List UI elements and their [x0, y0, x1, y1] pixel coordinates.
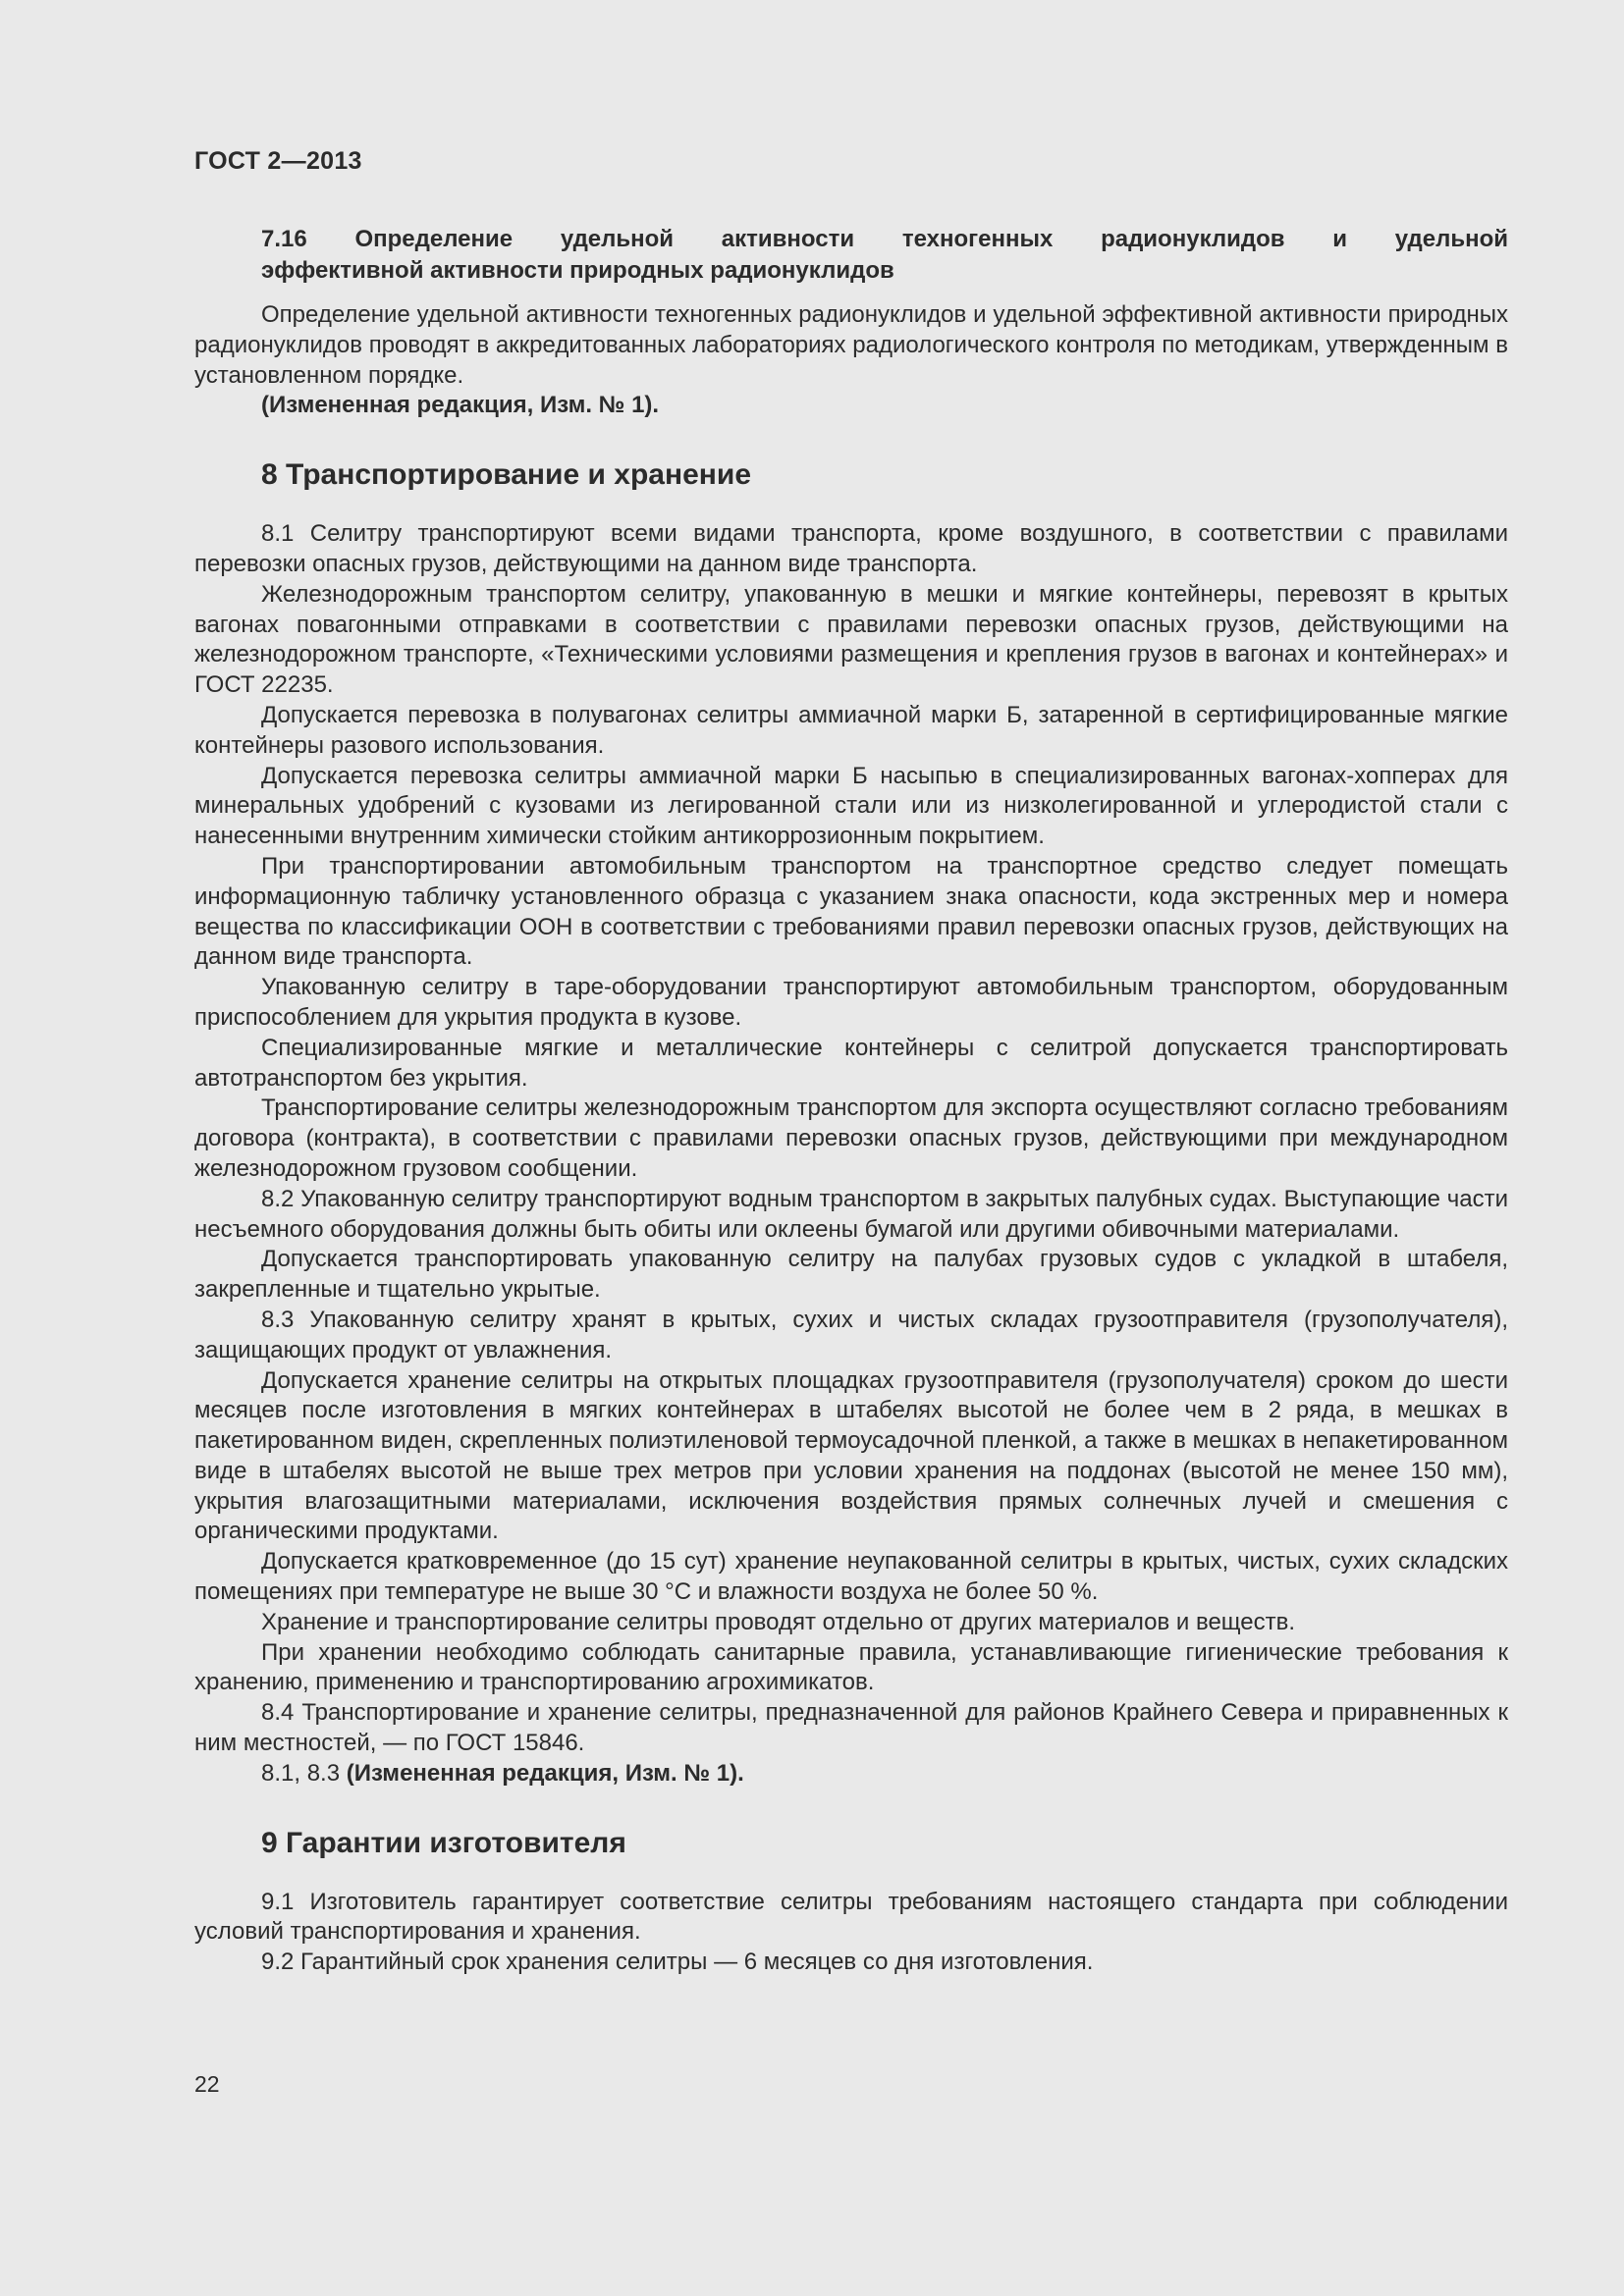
- amendment-note-8: [194, 1759, 1508, 1789]
- paragraph-open-storage: Допускается хранение селитры на открытых площадках грузоотправителя (грузополучателя) сроком до шести месяцев после изготовления в мягких контейнерах в штабелях высотой не более чем в 2 ряда, в мешках в пакетированном виден, скрепленных полиэтиленовой термоусадочной пленкой, а также в мешках в непакетированном виде в штабелях высотой не выше трех метров при условии хранения на поддонах (высотой не менее 150 мм), укрытия влагозащитными материалами, исключения воздействия прямых солнечных лучей и смешения с органическими продуктами.: [194, 1366, 1508, 1545]
- paragraph-8-3: 8.3 Упакованную селитру хранят в крытых, сухих и чистых складах грузоотправителя (грузополучателя), защищающих продукт от увлажнения.: [194, 1306, 1508, 1363]
- paragraph-road-transport: При транспортировании автомобильным транспортом на транспортное средство следует помещать информационную табличку установленного образца с указанием знака опасности, кода экстренных мер и номера вещества по классификации ООН в соответствии с требованиями правил перевозки опасных грузов, действующих на данном виде транспорта.: [194, 852, 1508, 971]
- paragraph-8-2: 8.2 Упакованную селитру транспортируют водным транспортом в закрытых палубных судах. Выступающие части несъемного оборудования должны быть обиты или оклеены бумагой или другими обивочными материалами.: [194, 1185, 1508, 1243]
- subsection-title-line-1: 7.16 Определение удельной активности техногенных радионуклидов и удельной: [261, 226, 1508, 252]
- page-number: 22: [194, 2071, 220, 2097]
- document-code: ГОСТ 2—2013: [194, 147, 362, 175]
- paragraph-7-16: Определение удельной активности техногенных радионуклидов и удельной эффективной активности природных радионуклидов проводят в аккредитованных лабораториях радиологического контроля по методикам, утвержденным в установленном порядке.: [194, 301, 1508, 389]
- paragraph-rail-transport: Железнодорожным транспортом селитру, упакованную в мешки и мягкие контейнеры, перевозят в крытых вагонах повагонными отправками в соответствии с правилами перевозки опасных грузов, действующими на железнодорожном транспорте, «Техническими условиями размещения и крепления грузов в вагонах и контейнерах» и ГОСТ 22235.: [194, 580, 1508, 699]
- document-body: [194, 224, 1508, 1978]
- paragraph-hopper-cars: Допускается перевозка селитры аммиачной марки Б насыпью в специализированных вагонах-хопперах для минеральных удобрений с кузовами из легированной стали или из низколегированной и углеродистой стали с нанесенными внутренним химически стойким антикоррозионным покрытием.: [194, 762, 1508, 850]
- amendment-prefix: 8.1, 8.3: [261, 1759, 347, 1787]
- paragraph-deck-cargo: Допускается транспортировать упакованную селитру на палубах грузовых судов с укладкой в штабеля, закрепленные и тщательно укрытые.: [194, 1246, 1508, 1304]
- subsection-title-line-2: эффективной активности природных радионуклидов: [261, 257, 894, 284]
- paragraph-tare-equipment: Упакованную селитру в таре-оборудовании транспортируют автомобильным транспортом, оборудованным приспособлением для укрытия продукта в кузове.: [194, 974, 1508, 1031]
- section-8-heading: 8 Транспортирование и хранение: [261, 458, 752, 492]
- paragraph-containers: Специализированные мягкие и металлические контейнеры с селитрой допускается транспортировать автотранспортом без укрытия.: [194, 1034, 1508, 1092]
- subsection-7-16-title: [261, 224, 1508, 287]
- amendment-note-7-16: (Измененная редакция, Изм. № 1).: [261, 392, 660, 419]
- paragraph-9-1: 9.1 Изготовитель гарантирует соответствие селитры требованиям настоящего стандарта при соблюдении условий транспортирования и хранения.: [194, 1888, 1508, 1946]
- paragraph-8-1: 8.1 Селитру транспортируют всеми видами транспорта, кроме воздушного, в соответствии с правилами перевозки опасных грузов, действующими на данном виде транспорта.: [194, 520, 1508, 577]
- paragraph-8-4: 8.4 Транспортирование и хранение селитры, предназначенной для районов Крайнего Севера и приравненных к ним местностей, — по ГОСТ 15846.: [194, 1699, 1508, 1757]
- amendment-text: (Измененная редакция, Изм. № 1).: [346, 1759, 744, 1787]
- section-9-heading: 9 Гарантии изготовителя: [261, 1826, 626, 1859]
- paragraph-9-2: 9.2 Гарантийный срок хранения селитры — 6 месяцев со дня изготовления.: [261, 1949, 1094, 1976]
- paragraph-sanitary-rules: При хранении необходимо соблюдать санитарные правила, устанавливающие гигиенические требования к хранению, применению и транспортированию агрохимикатов.: [194, 1638, 1508, 1696]
- document-page: [194, 0, 1508, 2296]
- paragraph-short-storage: Допускается кратковременное (до 15 сут) хранение неупакованной селитры в крытых, чистых, сухих складских помещениях при температуре не выше 30 °С и влажности воздуха не более 50 %.: [194, 1548, 1508, 1606]
- paragraph-gondola-cars: Допускается перевозка в полувагонах селитры аммиачной марки Б, затаренной в сертифицированные мягкие контейнеры разового использования.: [194, 701, 1508, 759]
- paragraph-export: Транспортирование селитры железнодорожным транспортом для экспорта осуществляют согласно требованиям договора (контракта), в соответствии с правилами перевозки опасных грузов, действующими при международном железнодорожном грузовом сообщении.: [194, 1095, 1508, 1182]
- paragraph-separate-storage: Хранение и транспортирование селитры проводят отдельно от других материалов и веществ.: [261, 1608, 1296, 1635]
